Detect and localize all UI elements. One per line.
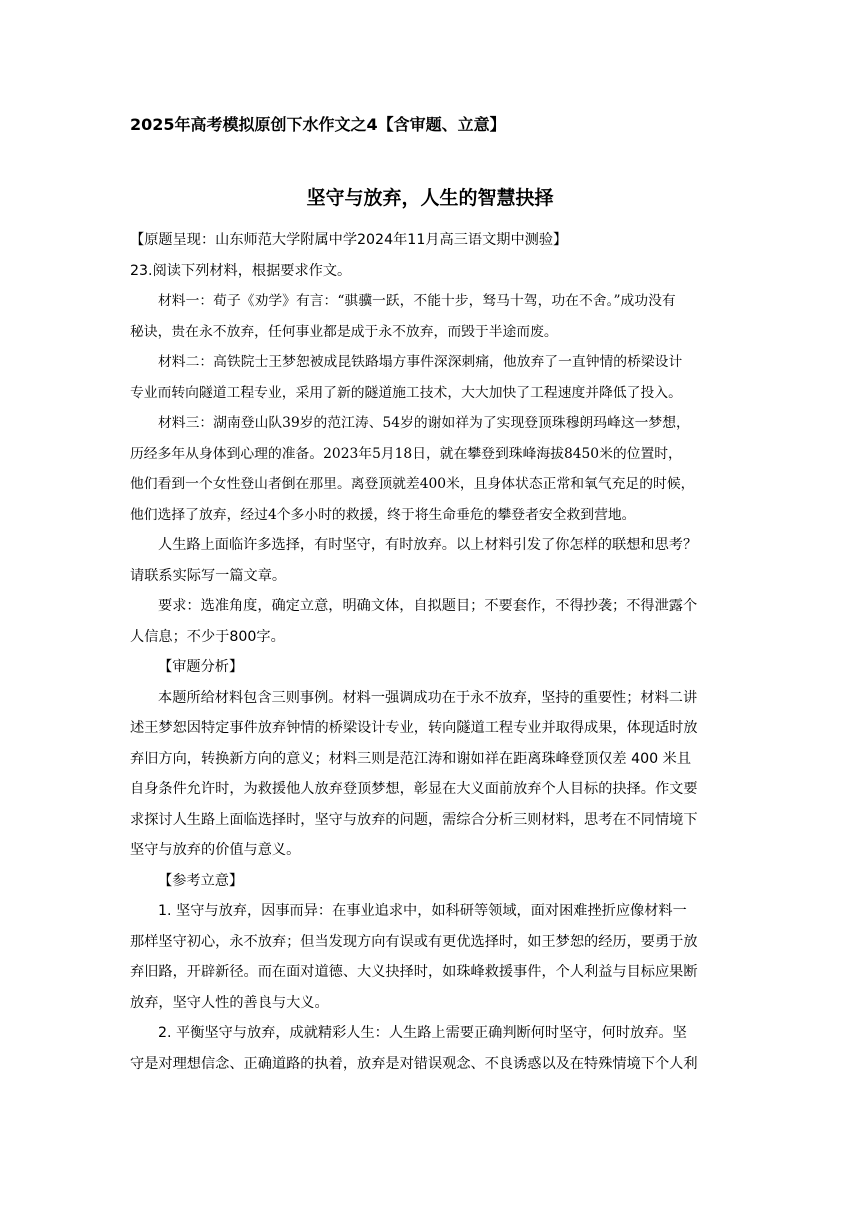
material-three-line: 材料三：湖南登山队39岁的范江涛、54岁的谢如祥为了实现登顶珠穆朗玛峰这一梦想， (158, 415, 690, 431)
prompt-line: 人生路上面临许多选择，有时坚守，有时放弃。以上材料引发了你怎样的联想和思考？ (158, 537, 698, 553)
idea-two-line: 2. 平衡坚守与放弃，成就精彩人生：人生路上需要正确判断何时坚守，何时放弃。坚 (158, 1025, 687, 1041)
material-three-line: 他们选择了放弃，经过4个多小时的救援，终于将生命垂危的攀登者安全救到营地。 (130, 506, 636, 523)
material-two-line: 专业而转向隧道工程专业，采用了新的隧道施工技术，大大加快了工程速度并降低了投入。 (130, 384, 682, 401)
idea-two-line: 守是对理想信念、正确道路的执着，放弃是对错误观念、不良诱惑以及在特殊情境下个人利 (130, 1055, 698, 1072)
analysis-line: 自身条件允许时，为救援他人放弃登顶梦想，彰显在大义面前放弃个人目标的抉择。作文要 (130, 781, 698, 797)
analysis-line: 述王梦恕因特定事件放弃钟情的桥梁设计专业，转向隧道工程专业并取得成果，体现适时放 (130, 720, 698, 736)
analysis-line: 坚守与放弃的价值与意义。 (130, 842, 301, 858)
idea-one-line: 那样坚守初心，永不放弃；但当发现方向有误或有更优选择时，如王梦恕的经历，要勇于放 (130, 933, 698, 950)
material-three-line: 他们看到一个女性登山者倒在那里。离登顶就差400米，且身体状态正常和氧气充足的时候， (130, 476, 695, 492)
document-header-title: 2025年高考模拟原创下水作文之4【含审题、立意】 (130, 115, 506, 134)
ideas-heading: 【参考立意】 (158, 872, 244, 889)
material-one-line: 材料一：荀子《劝学》有言：“骐骥一跃，不能十步，驽马十驾，功在不舍。”成功没有 (158, 293, 676, 309)
idea-one-line: 弃旧路，开辟新径。而在面对道德、大义抉择时，如珠峰救援事件，个人利益与目标应果断 (130, 964, 698, 980)
analysis-heading: 【审题分析】 (158, 659, 244, 675)
requirements-line: 要求：选准角度，确定立意，明确文体，自拟题目；不要套作，不得抄袭；不得泄露个 (158, 598, 698, 614)
material-one-line: 秘诀，贵在永不放弃，任何事业都是成于永不放弃，而毁于半途而废。 (130, 323, 558, 340)
material-three-line: 历经多年从身体到心理的准备。2023年5月18日，就在攀登到珠峰海拔8450米的位置时， (130, 445, 682, 462)
material-two-line: 材料二：高铁院士王梦恕被成昆铁路塌方事件深深刺痛，他放弃了一直钟情的桥梁设计 (158, 354, 683, 370)
idea-one-line: 1. 坚守与放弃，因事而异：在事业追求中，如科研等领域，面对困难挫折应像材料一 (158, 903, 687, 919)
essay-title: 坚守与放弃，人生的智慧抉择 (306, 187, 554, 209)
analysis-line: 弃旧方向，转换新方向的意义；材料三则是范江涛和谢如祥在距离珠峰登顶仅差 400 米且 (130, 750, 692, 767)
document-body (130, 225, 730, 1079)
prompt-line: 请联系实际写一篇文章。 (130, 567, 287, 584)
analysis-line: 本题所给材料包含三则事例。材料一强调成功在于永不放弃，坚持的重要性；材料二讲 (158, 689, 698, 706)
analysis-line: 求探讨人生路上面临选择时，坚守与放弃的问题，需综合分析三则材料，思考在不同情境下 (130, 811, 698, 828)
idea-one-line: 放弃，坚守人性的善良与大义。 (130, 994, 329, 1011)
requirements-line: 人信息；不少于800字。 (130, 628, 285, 645)
question-intro: 23.阅读下列材料，根据要求作文。 (130, 262, 352, 279)
source-line: 【原题呈现：山东师范大学附属中学2024年11月高三语文期中测验】 (130, 232, 568, 248)
